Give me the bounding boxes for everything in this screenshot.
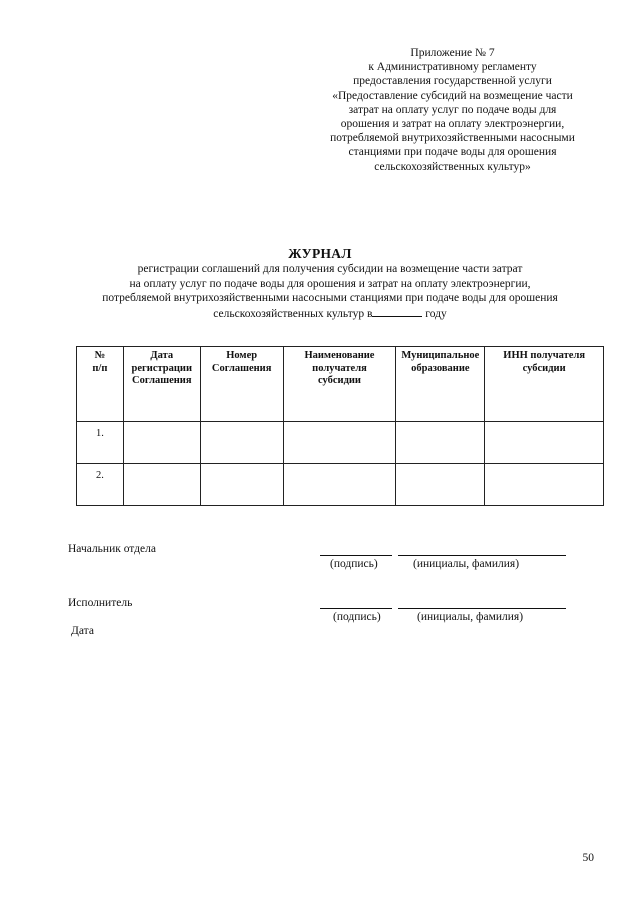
table-cell[interactable] bbox=[283, 422, 396, 464]
table-cell[interactable] bbox=[396, 464, 485, 506]
head-signature-line[interactable] bbox=[320, 555, 392, 556]
table-row bbox=[77, 422, 604, 464]
row-number-cell: 2. bbox=[77, 464, 124, 506]
header-registration-date: Дата регистрации Соглашения bbox=[123, 347, 200, 422]
executor-signature-line[interactable] bbox=[320, 608, 392, 609]
head-signature-caption: (подпись) bbox=[330, 558, 378, 570]
head-of-department-label: Начальник отдела bbox=[68, 543, 156, 555]
head-initials-caption: (инициалы, фамилия) bbox=[413, 558, 520, 570]
annex-line: потребляемой внутрихозяйственными насосными bbox=[330, 132, 575, 145]
header-recipient-name: Наименование получателя субсидии bbox=[283, 347, 396, 422]
header-municipality: Муниципальное образование bbox=[396, 347, 485, 422]
header-agreement-number: Номер Соглашения bbox=[200, 347, 283, 422]
executor-initials-caption: (инициалы, фамилия) bbox=[417, 611, 524, 623]
annex-line: «Предоставление субсидий на возмещение части bbox=[332, 89, 573, 102]
annex-line: затрат на оплату услуг по подаче воды для bbox=[348, 103, 557, 116]
header-number: № п/п bbox=[77, 347, 124, 422]
table-cell[interactable] bbox=[485, 422, 604, 464]
subtitle-line: регистрации соглашений для получения субсидии на возмещение части затрат bbox=[137, 263, 523, 275]
annex-line: орошения и затрат на оплату электроэнергии, bbox=[340, 118, 565, 131]
subtitle-suffix: году bbox=[422, 307, 447, 320]
date-label: Дата bbox=[71, 625, 94, 637]
header-recipient-inn: ИНН получателя субсидии bbox=[485, 347, 604, 422]
journal-subtitle bbox=[30, 262, 630, 321]
registration-table bbox=[76, 346, 604, 506]
table-cell[interactable] bbox=[283, 464, 396, 506]
table-cell[interactable] bbox=[396, 422, 485, 464]
row-number-cell: 1. bbox=[77, 422, 124, 464]
annex-line: сельскохозяйственных культур» bbox=[374, 160, 531, 173]
subtitle-last-line bbox=[30, 306, 630, 322]
year-blank-field[interactable] bbox=[372, 306, 422, 317]
annex-line: станциями при подаче воды для орошения bbox=[348, 146, 557, 159]
table-cell[interactable] bbox=[200, 422, 283, 464]
executor-label: Исполнитель bbox=[68, 597, 133, 609]
journal-title: ЖУРНАЛ bbox=[288, 246, 352, 261]
executor-initials-line[interactable] bbox=[398, 608, 566, 609]
executor-signature-caption: (подпись) bbox=[333, 611, 381, 623]
subtitle-line: потребляемой внутрихозяйственными насосными станциями при подаче воды для орошения bbox=[102, 292, 558, 305]
subtitle-prefix: сельскохозяйственных культур в bbox=[213, 307, 373, 320]
table-header-row bbox=[77, 347, 604, 422]
annex-block bbox=[300, 46, 605, 174]
table-cell[interactable] bbox=[123, 422, 200, 464]
table-cell[interactable] bbox=[123, 464, 200, 506]
annex-line: предоставления государственной услуги bbox=[353, 75, 552, 88]
annex-line: к Административному регламенту bbox=[368, 61, 537, 74]
table-row bbox=[77, 464, 604, 506]
table-cell[interactable] bbox=[200, 464, 283, 506]
annex-line: Приложение № 7 bbox=[410, 47, 495, 59]
subtitle-line: на оплату услуг по подаче воды для орошения и затрат на оплату электроэнергии, bbox=[129, 277, 531, 290]
table-cell[interactable] bbox=[485, 464, 604, 506]
head-initials-line[interactable] bbox=[398, 555, 566, 556]
page-number: 50 bbox=[582, 852, 594, 864]
